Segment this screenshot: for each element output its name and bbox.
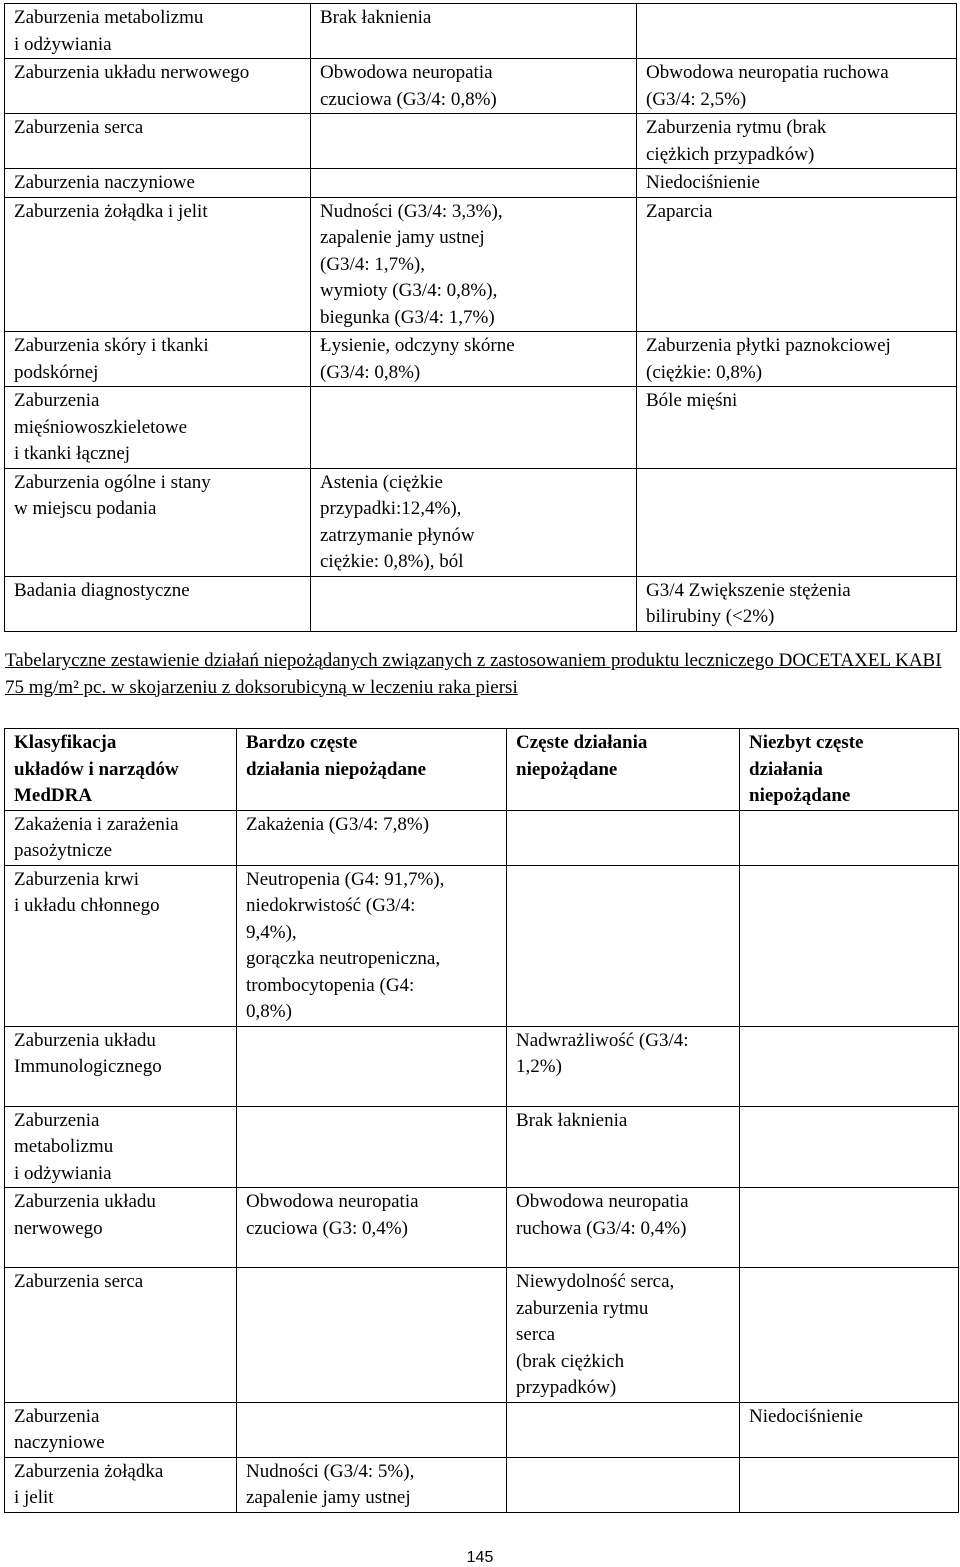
table-cell: Zaburzenia metabolizmu i odżywiania <box>5 1106 237 1188</box>
table-row <box>5 197 957 332</box>
table-cell: Obwodowa neuropatia ruchowa (G3/4: 2,5%) <box>637 59 957 114</box>
table-row <box>5 576 957 631</box>
table-cell: Zaburzenia ogólne i stany w miejscu podania <box>5 468 311 576</box>
table-row <box>5 1402 959 1457</box>
table-cell <box>740 810 959 865</box>
table-row <box>5 1188 959 1268</box>
table-row <box>5 4 957 59</box>
table-cell: Nudności (G3/4: 3,3%), zapalenie jamy ustnej (G3/4: 1,7%), wymioty (G3/4: 0,8%), biegunka (G3/4: 1,7%) <box>311 197 637 332</box>
table-cell <box>740 1106 959 1188</box>
table-cell <box>740 1188 959 1268</box>
table-cell: Zaparcia <box>637 197 957 332</box>
table-row <box>5 468 957 576</box>
table-cell: Zaburzenia naczyniowe <box>5 1402 237 1457</box>
table-cell: Zakażenia i zarażenia pasożytnicze <box>5 810 237 865</box>
table-row <box>5 1457 959 1512</box>
table-cell <box>507 1402 740 1457</box>
adverse-events-table-2 <box>4 728 959 1513</box>
table-cell <box>237 1268 507 1403</box>
table-cell <box>311 114 637 169</box>
table-row <box>5 810 959 865</box>
table-cell <box>637 4 957 59</box>
table-cell <box>637 468 957 576</box>
header-cell: Częste działania niepożądane <box>507 729 740 811</box>
table-cell <box>237 1106 507 1188</box>
table-row <box>5 169 957 198</box>
table-cell: Zaburzenia żołądka i jelit <box>5 1457 237 1512</box>
table-cell <box>311 169 637 198</box>
table-cell: Niewydolność serca, zaburzenia rytmu serca (brak ciężkich przypadków) <box>507 1268 740 1403</box>
table-cell <box>507 810 740 865</box>
table-cell: Zakażenia (G3/4: 7,8%) <box>237 810 507 865</box>
table-cell <box>237 1026 507 1106</box>
table-cell: Zaburzenia płytki paznokciowej (ciężkie: 0,8%) <box>637 332 957 387</box>
table-cell: G3/4 Zwiększenie stężenia bilirubiny (<2%) <box>637 576 957 631</box>
table-row <box>5 114 957 169</box>
table-cell <box>740 1026 959 1106</box>
table-cell: Niedociśnienie <box>637 169 957 198</box>
table-cell: Obwodowa neuropatia czuciowa (G3: 0,4%) <box>237 1188 507 1268</box>
table-cell: Astenia (ciężkie przypadki:12,4%), zatrzymanie płynów ciężkie: 0,8%), ból <box>311 468 637 576</box>
page-number: 145 <box>466 1549 494 1566</box>
table-header-row <box>5 729 959 811</box>
table-cell: Nadwrażliwość (G3/4: 1,2%) <box>507 1026 740 1106</box>
table-cell: Zaburzenia mięśniowoszkieletowe i tkanki łącznej <box>5 387 311 469</box>
table-cell <box>311 387 637 469</box>
table-row <box>5 1268 959 1403</box>
table-cell: Badania diagnostyczne <box>5 576 311 631</box>
table-row <box>5 1026 959 1106</box>
table-cell: Zaburzenia serca <box>5 114 311 169</box>
table-cell <box>507 1457 740 1512</box>
table-cell <box>740 1268 959 1403</box>
header-cell: Niezbyt częste działania niepożądane <box>740 729 959 811</box>
table-cell <box>740 865 959 1026</box>
table-cell: Zaburzenia rytmu (brak ciężkich przypadków) <box>637 114 957 169</box>
table-cell: Bóle mięśni <box>637 387 957 469</box>
table-cell: Zaburzenia krwi i układu chłonnego <box>5 865 237 1026</box>
table-cell: Neutropenia (G4: 91,7%), niedokrwistość (G3/4: 9,4%), gorączka neutropeniczna, trombocytopenia (G4: 0,8%) <box>237 865 507 1026</box>
table-cell <box>507 865 740 1026</box>
table-caption: Tabelaryczne zestawienie działań niepożądanych związanych z zastosowaniem produktu leczniczego DOCETAXEL KABI 75 mg/m² pc. w skojarzeniu z doksorubicyną w leczeniu raka piersi <box>5 650 942 698</box>
table-cell: Nudności (G3/4: 5%), zapalenie jamy ustnej <box>237 1457 507 1512</box>
table-row <box>5 387 957 469</box>
table-cell: Zaburzenia układu nerwowego <box>5 1188 237 1268</box>
table-cell: Zaburzenia naczyniowe <box>5 169 311 198</box>
table-cell: Zaburzenia metabolizmu i odżywiania <box>5 4 311 59</box>
table-row <box>5 59 957 114</box>
table-cell: Zaburzenia żołądka i jelit <box>5 197 311 332</box>
table-cell: Zaburzenia układu Immunologicznego <box>5 1026 237 1106</box>
table-cell <box>237 1402 507 1457</box>
table-cell: Łysienie, odczyny skórne (G3/4: 0,8%) <box>311 332 637 387</box>
table-cell: Niedociśnienie <box>740 1402 959 1457</box>
table-cell <box>740 1457 959 1512</box>
table-row <box>5 332 957 387</box>
table-cell: Zaburzenia układu nerwowego <box>5 59 311 114</box>
header-cell: Bardzo częste działania niepożądane <box>237 729 507 811</box>
table-cell: Obwodowa neuropatia czuciowa (G3/4: 0,8%) <box>311 59 637 114</box>
header-cell: Klasyfikacja układów i narządów MedDRA <box>5 729 237 811</box>
table-cell: Zaburzenia skóry i tkanki podskórnej <box>5 332 311 387</box>
table-cell: Zaburzenia serca <box>5 1268 237 1403</box>
adverse-events-table-1 <box>4 3 957 632</box>
table-row <box>5 865 959 1026</box>
table-row <box>5 1106 959 1188</box>
table-cell: Obwodowa neuropatia ruchowa (G3/4: 0,4%) <box>507 1188 740 1268</box>
table-cell <box>311 576 637 631</box>
table-cell: Brak łaknienia <box>507 1106 740 1188</box>
table-cell: Brak łaknienia <box>311 4 637 59</box>
